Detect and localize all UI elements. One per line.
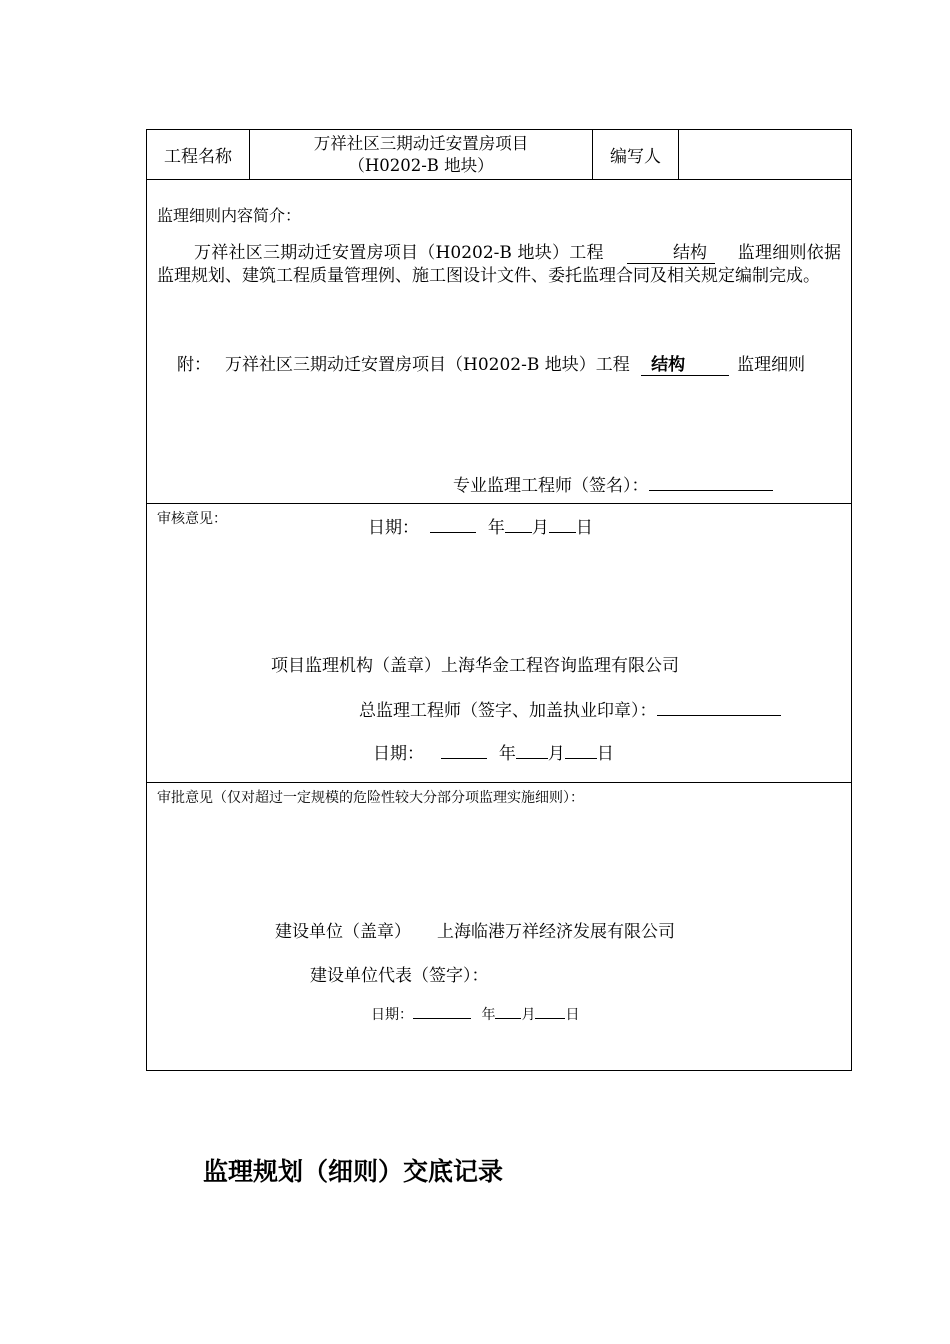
attachment-paragraph [157,354,841,377]
author-label-cell [593,130,679,180]
attachment-discipline: 结构 [641,356,729,376]
approval-year-label: 年 [481,1007,496,1023]
approval-section [147,783,852,1071]
summary-para-rest: 监理细则依据监理规划、建筑工程质量管理例、施工图设计文件、委托监理合同及相关规定编制完成。 [157,243,842,286]
approval-unit-label: 建设单位（盖章） [275,922,411,942]
approval-month-line[interactable] [495,1004,521,1019]
page-title: 监理规划（细则）交底记录 [203,1157,504,1186]
approval-day-line[interactable] [535,1004,565,1019]
approval-year-line[interactable] [413,1004,471,1019]
approval-unit-name: 上海临港万祥经济发展有限公司 [437,922,675,942]
attachment-prefix: 附： [177,355,211,375]
approval-month-label: 月 [521,1007,536,1023]
attachment-text: 万祥社区三期动迁安置房项目（H0202-B 地块）工程 [225,355,630,375]
approval-unit-row [275,917,675,942]
chief-engineer-sign-line[interactable] [657,698,781,716]
summary-date-label: 日期： [368,518,419,538]
approval-date-label: 日期： [371,1007,413,1023]
attachment-suffix: 监理细则 [737,355,806,375]
summary-heading: 监理细则内容简介： [157,206,302,225]
approval-heading: 审批意见（仅对超过一定规模的危险性较大分部分项监理实施细则）： [157,790,584,806]
summary-year-label: 年 [487,518,505,538]
review-section [147,504,852,783]
approval-rep-label: 建设单位代表（签字）： [310,966,489,986]
engineer-sign-row [453,471,773,496]
summary-para-start: 万祥社区三期动迁安置房项目（H0202-B 地块）工程 [194,243,604,263]
review-heading: 审核意见： [157,511,227,527]
approval-rep-row [310,961,489,986]
project-label-cell [147,130,250,180]
author-label: 编写人 [610,147,661,167]
review-year-line[interactable] [441,741,487,759]
approval-day-label: 日 [565,1007,580,1023]
review-org-line: 项目监理机构（盖章）上海华金工程咨询监理有限公司 [271,656,679,676]
review-date-row [373,739,614,764]
engineer-sign-label: 专业监理工程师（签名）： [453,476,649,496]
chief-engineer-label: 总监理工程师（签字、加盖执业印章）： [359,701,657,721]
summary-discipline: 结构 [627,244,715,264]
supervision-detail-form [146,129,852,1071]
approval-date-row [371,1004,579,1024]
review-month-label: 月 [547,744,565,764]
chief-engineer-row [359,696,781,721]
review-day-label: 日 [596,744,614,764]
project-name-line1: 万祥社区三期动迁安置房项目 [313,133,529,153]
summary-paragraph [157,242,841,288]
project-label: 工程名称 [164,147,232,167]
summary-day-label: 日 [575,518,593,538]
summary-month-label: 月 [531,518,549,538]
engineer-sign-line[interactable] [649,473,773,491]
project-name-line2: （H0202-B 地块） [348,155,494,175]
project-name-cell [250,130,593,180]
review-date-label: 日期： [373,744,424,764]
author-value-cell[interactable] [679,130,852,180]
review-day-line[interactable] [565,741,597,759]
review-month-line[interactable] [516,741,548,759]
review-year-label: 年 [498,744,516,764]
